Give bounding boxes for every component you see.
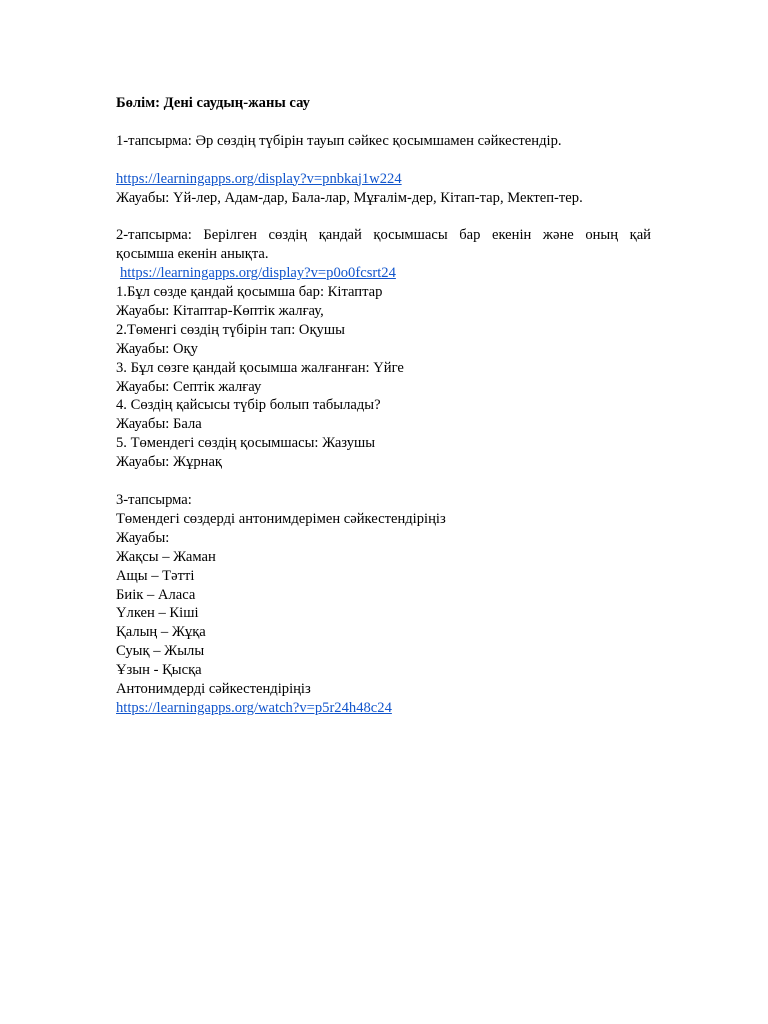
task1-title: 1-тапсырма: Әр сөздің түбірін тауып сәйкес қосымшамен сәйкестендір. xyxy=(116,132,562,149)
task2-item: 5. Төмендегі сөздің қосымшасы: Жазушы xyxy=(116,435,376,452)
task2-item: Жауабы: Кітаптар-Көптік жалғау, xyxy=(116,302,324,319)
document-page xyxy=(116,94,651,718)
task3-answer-label: Жауабы: xyxy=(116,529,170,546)
antonym-pair: Үлкен – Кіші xyxy=(116,605,199,622)
antonym-pair: Биік – Аласа xyxy=(116,586,196,603)
section-title: Бөлім: Дені саудың-жаны сау xyxy=(116,95,310,111)
task1-answer: Жауабы: Үй-лер, Адам-дар, Бала-лар, Мұғалім-дер, Кітап-тар, Мектеп-тер. xyxy=(116,189,583,206)
task3-link[interactable]: https://learningapps.org/watch?v=p5r24h48c24 xyxy=(116,699,392,716)
antonym-pair: Ащы – Тәтті xyxy=(116,567,195,584)
task3-instruction: Төмендегі сөздерді антонимдерімен сәйкестендіріңіз xyxy=(116,510,446,527)
task2-item: 3. Бұл сөзге қандай қосымша жалғанған: Үйге xyxy=(116,359,404,376)
task2-title-line1: 2-тапсырма: Берілген сөздің қандай қосымшасы бар екенін және оның қай xyxy=(116,227,651,244)
task3-closing: Антонимдерді сәйкестендіріңіз xyxy=(116,681,311,698)
task2-item: Жауабы: Септік жалғау xyxy=(116,378,262,395)
spacer xyxy=(116,113,651,132)
task2-item: 2.Төменгі сөздің түбірін тап: Оқушы xyxy=(116,321,345,338)
antonym-pair: Суық – Жылы xyxy=(116,643,205,660)
task2-item: Жауабы: Оқу xyxy=(116,340,198,357)
task2-item: Жауабы: Жұрнақ xyxy=(116,454,223,471)
task3-title: 3-тапсырма: xyxy=(116,491,192,508)
spacer xyxy=(116,151,651,170)
task1-link[interactable]: https://learningapps.org/display?v=pnbkaj1w224 xyxy=(116,170,402,187)
spacer xyxy=(116,207,651,226)
task2-item: 4. Сөздің қайсысы түбір болып табылады? xyxy=(116,397,381,414)
spacer xyxy=(116,472,651,491)
antonym-pair: Жақсы – Жаман xyxy=(116,548,216,565)
antonym-pair: Қалың – Жұқа xyxy=(116,624,206,641)
task2-link[interactable]: https://learningapps.org/display?v=p0o0fcsrt24 xyxy=(120,265,396,282)
task2-item: 1.Бұл сөзде қандай қосымша бар: Кітаптар xyxy=(116,284,383,301)
task2-item: Жауабы: Бала xyxy=(116,416,202,433)
task2-title-line2: қосымша екенін анықта. xyxy=(116,246,269,263)
antonym-pair: Ұзын - Қысқа xyxy=(116,662,202,679)
